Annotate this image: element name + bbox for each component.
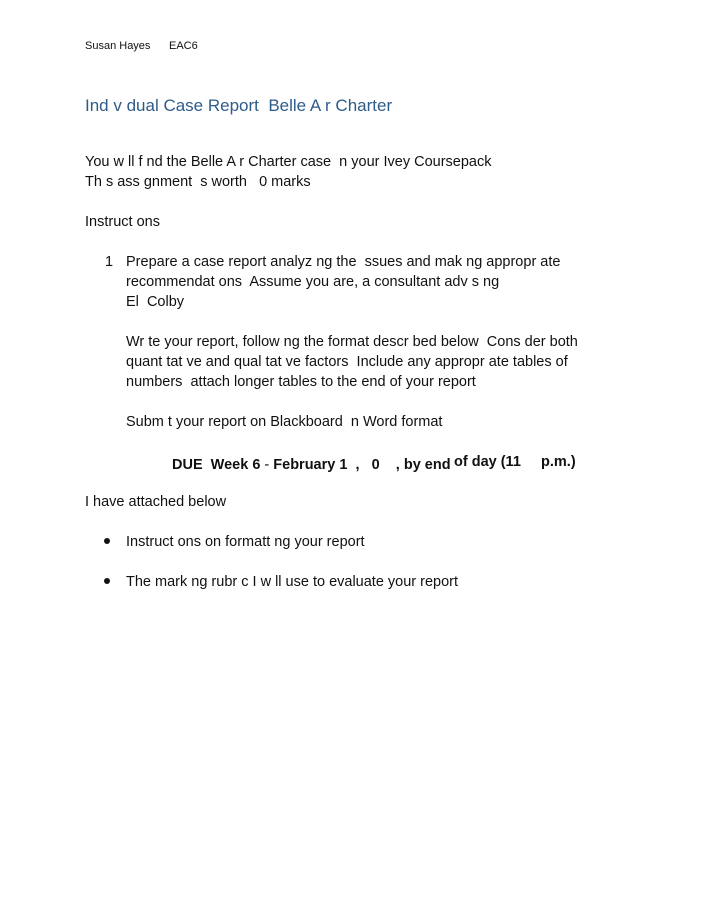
bullet-icon <box>104 578 110 584</box>
intro-line-2: Th s ass gnment s worth 0 marks <box>85 174 311 190</box>
instruction-para1-line1: Prepare a case report analyz ng the ssues and mak ng appropr ate <box>126 254 561 270</box>
instruction-para2-line2: quant tat ve and qual tat ve factors Include any appropr ate tables of <box>126 354 568 370</box>
due-dash: - <box>260 457 274 473</box>
bullet-item-1: Instruct ons on formatt ng your report <box>126 534 365 550</box>
document-title: Ind v dual Case Report Belle A r Charter <box>85 96 393 115</box>
bullet-icon <box>104 538 110 544</box>
instruction-para3: Subm t your report on Blackboard n Word format <box>126 414 443 430</box>
instructions-heading: Instruct ons <box>85 214 160 230</box>
due-time: of day (11 p.m.) <box>454 454 576 470</box>
list-number: 1 <box>105 254 114 270</box>
due-line <box>172 455 451 475</box>
instruction-para2-line1: Wr te your report, follow ng the format descr bed below Cons der both <box>126 334 578 350</box>
instruction-para1-line2: recommendat ons Assume you are, a consultant adv s ng <box>126 274 500 290</box>
header-course: EAC6 <box>169 40 198 52</box>
due-date: February 1 , 0 , by end <box>273 457 451 473</box>
due-week: DUE Week 6 <box>172 457 261 473</box>
attached-heading: I have attached below <box>85 494 227 510</box>
instruction-para1-line3: El Colby <box>126 294 185 310</box>
bullet-item-2: The mark ng rubr c I w ll use to evaluate your report <box>126 574 459 590</box>
intro-line-1: You w ll f nd the Belle A r Charter case n your Ivey Coursepack <box>85 154 492 170</box>
header-author: Susan Hayes <box>85 40 151 52</box>
instruction-para2-line3: numbers attach longer tables to the end of your report <box>126 374 476 390</box>
